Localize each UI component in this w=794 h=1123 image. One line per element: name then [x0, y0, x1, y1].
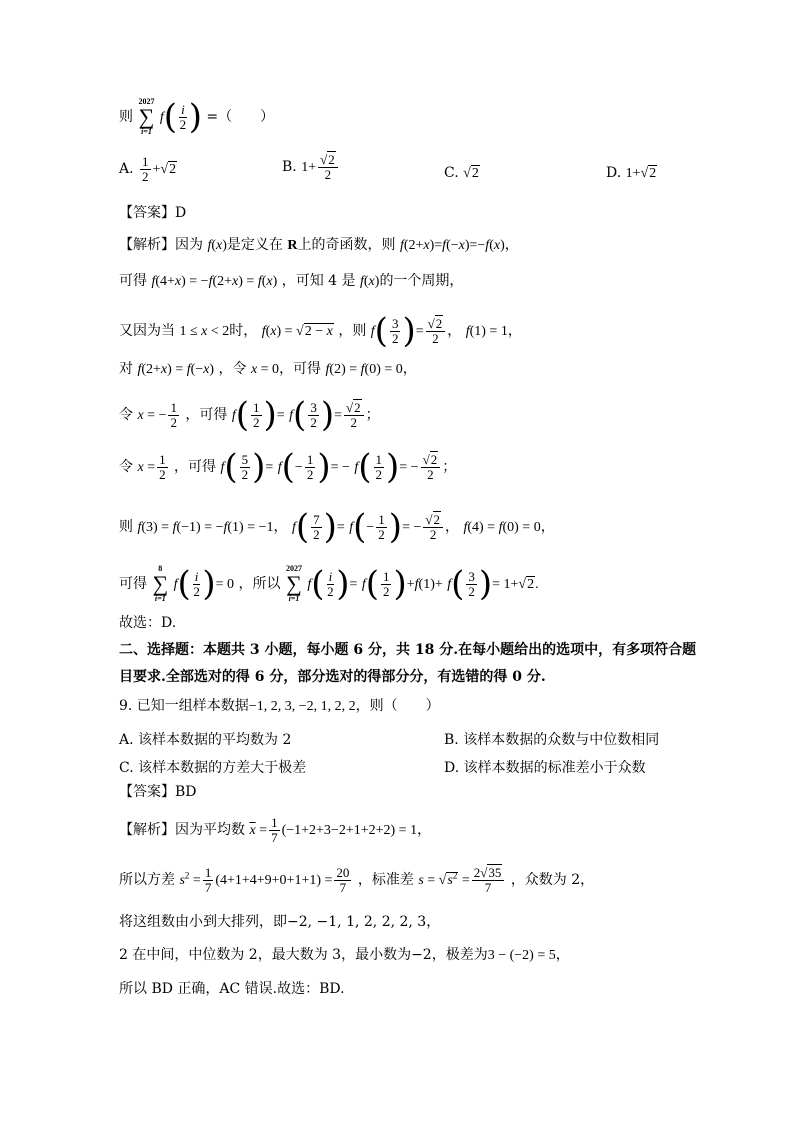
text: 对 [119, 361, 133, 377]
text: 因为 [175, 237, 203, 253]
text: 所以方差 [119, 872, 175, 889]
text: ，可得 [185, 407, 228, 423]
q9-option-d [444, 757, 646, 777]
text: 时， [229, 323, 258, 339]
text: ，则 [338, 323, 367, 339]
text: 则 [119, 519, 133, 535]
q9-analysis-line-2: 所以方差 $s^2$ = $\frac{1}{7}$ (4+1+4+9+0+1+1) = $\frac{20}{7}$ ，标准差 $s = √s^2$ = $\frac{2√35}{7}$ ，众数为 2， [119, 865, 595, 895]
text: 可得 [119, 273, 147, 289]
q8-option-d: D. 1+√2 [606, 165, 657, 181]
text: 2 在中间，中位数为 2，最大数为 3，最小数为−2，极差为 [119, 947, 488, 963]
text: ，所以 [238, 576, 281, 592]
option-letter: B. [282, 159, 297, 176]
text: ，众数为 2， [510, 872, 595, 889]
text: 上的奇函数，则 [297, 237, 396, 253]
analysis-label: 【解析】 [119, 237, 175, 253]
q9-option-b [444, 729, 659, 749]
sample-data: −1, 2, 3, −2, 1, 2, 2 [248, 699, 356, 714]
q9-analysis-line-4: 2 在中间，中位数为 2，最大数为 3，最小数为−2，极差为3 − (−2) = 5， [119, 947, 570, 963]
q8-analysis-line-5: 令 x = − $\frac{1}{2}$ ，可得 f( $\frac{1}{2}$ )= f( $\frac{3}{2}$ )= $\frac{√2}{2}$ ； [119, 395, 380, 435]
option-letter: D. [444, 760, 460, 776]
text: 令 [119, 459, 133, 475]
q8-prefix: 则 [119, 109, 133, 125]
section-heading-line-1: 二、选择题：本题共 3 小题，每小题 6 分，共 18 分.在每小题给出的选项中，有多项符合题 [119, 642, 697, 658]
option-text: 该样本数据的平均数为 2 [138, 732, 292, 748]
q9-option-c [119, 757, 306, 777]
q8-analysis-line-3: 又因为当 1 ≤ x < 2时， f(x) = √2 − x ，则 f( $\frac{3}{2}$ )= $\frac{√2}{2}$ ， f(1) = 1， [119, 311, 522, 351]
option-text: 该样本数据的众数与中位数相同 [463, 732, 660, 748]
option-letter: A. [119, 732, 134, 748]
option-letter: B. [444, 732, 459, 748]
text: 又因为当 [119, 323, 175, 339]
text: 因为平均数 [175, 822, 245, 839]
text: 9. 已知一组样本数据 [119, 698, 249, 714]
q8-analysis-line-8: 可得 8 ∑ i=1 f( $\frac{i}{2}$ )= 0 ，所以 2027 ∑ i=1 f( $\frac{i}{2}$ )= f( $\frac{1}{2}$ )+f(1)+ f( $\frac{3}{2}$ )= 1+√2. [119, 564, 539, 604]
text: 是定义在 [226, 237, 283, 253]
analysis-label: 【解析】 [119, 822, 175, 839]
section-heading-line-2: 目要求.全部选对的得 6 分，部分选对的得部分分，有选错的得 0 分. [119, 669, 546, 685]
q9-analysis-line-3: 将这组数由小到大排列，即−2, −1, 1, 2, 2, 2, 3， [119, 914, 441, 930]
text: ，则（ ） [355, 698, 440, 714]
q8-analysis-line-1: 【解析】因为 f(x)是定义在 R上的奇函数，则 f(2+x)=f(−x)=−f(x)， [119, 237, 519, 253]
text: ，可知 4 是 [281, 273, 356, 289]
q9-option-a [119, 729, 291, 749]
sum-symbol: 2027 ∑ i=1 [138, 97, 155, 136]
q8-analysis-line-2: 可得 f(4+x) = −f(2+x) = f(x) ，可知 4 是 f(x)的一个周期， [119, 273, 464, 289]
q9-stem [119, 699, 440, 714]
sum-symbol: 2027 ∑ i=1 [285, 564, 302, 603]
text: ，可得 [279, 361, 322, 377]
text: 的一个周期， [379, 273, 464, 289]
q9-answer: 【答案】BD [119, 784, 197, 800]
q8-analysis-line-7: 则 f(3) = f(−1) = −f(1) = −1， f( $\frac{7}{2}$ )= f(− $\frac{1}{2}$ )= − $\frac{√2}{2}$ ， f(4) = f(0) = 0， [119, 507, 555, 547]
text: ，标准差 [357, 872, 414, 889]
q8-option-c: C. √2 [444, 165, 479, 181]
option-text: 该样本数据的标准差小于众数 [463, 760, 646, 776]
q8-stem-line: 则 2027 ∑ i=1 f( $\frac{i}{2}$ ) =（ ） [119, 97, 275, 137]
text: 令 [119, 407, 133, 423]
text: ，可得 [174, 459, 217, 475]
q8-analysis-line-6: 令 x = $\frac{1}{2}$ ，可得 f( $\frac{5}{2}$ )= f(− $\frac{1}{2}$ )= − f( $\frac{1}{2}$ )= − $\frac{√2}{2}$ ； [119, 447, 457, 487]
option-letter: D. [606, 165, 622, 181]
q8-analysis-line-4: 对 f(2+x) = f(−x) ，令 x = 0，可得 f(2) = f(0) = 0， [119, 361, 417, 377]
q8-paren: =（ ） [206, 109, 275, 125]
text: ，令 [218, 361, 247, 377]
option-letter: C. [444, 165, 459, 181]
q9-analysis-line-5: 所以 BD 正确，AC 错误.故选：BD. [119, 981, 345, 997]
q9-analysis-line-1: 【解析】因为平均数 $\overline{x}$ = $\frac{1}{7}$ (−1+2+3−2+1+2+2) = 1， [119, 815, 432, 845]
sum-symbol: 8 ∑ i=1 [152, 564, 169, 603]
option-letter: C. [119, 760, 134, 776]
option-letter: A. [119, 161, 134, 178]
option-text: 该样本数据的方差大于极差 [138, 760, 307, 776]
q8-answer: 【答案】D [119, 205, 187, 221]
q8-conclusion: 故选：D. [119, 615, 177, 631]
q8-option-a: A. $\frac{1}{2}$ +√2 [119, 154, 177, 184]
text: 可得 [119, 576, 147, 592]
q8-option-b: B. 1+ $\frac{√2}{2}$ [282, 153, 340, 181]
fraction: $\frac{i}{2}$ [179, 101, 187, 132]
